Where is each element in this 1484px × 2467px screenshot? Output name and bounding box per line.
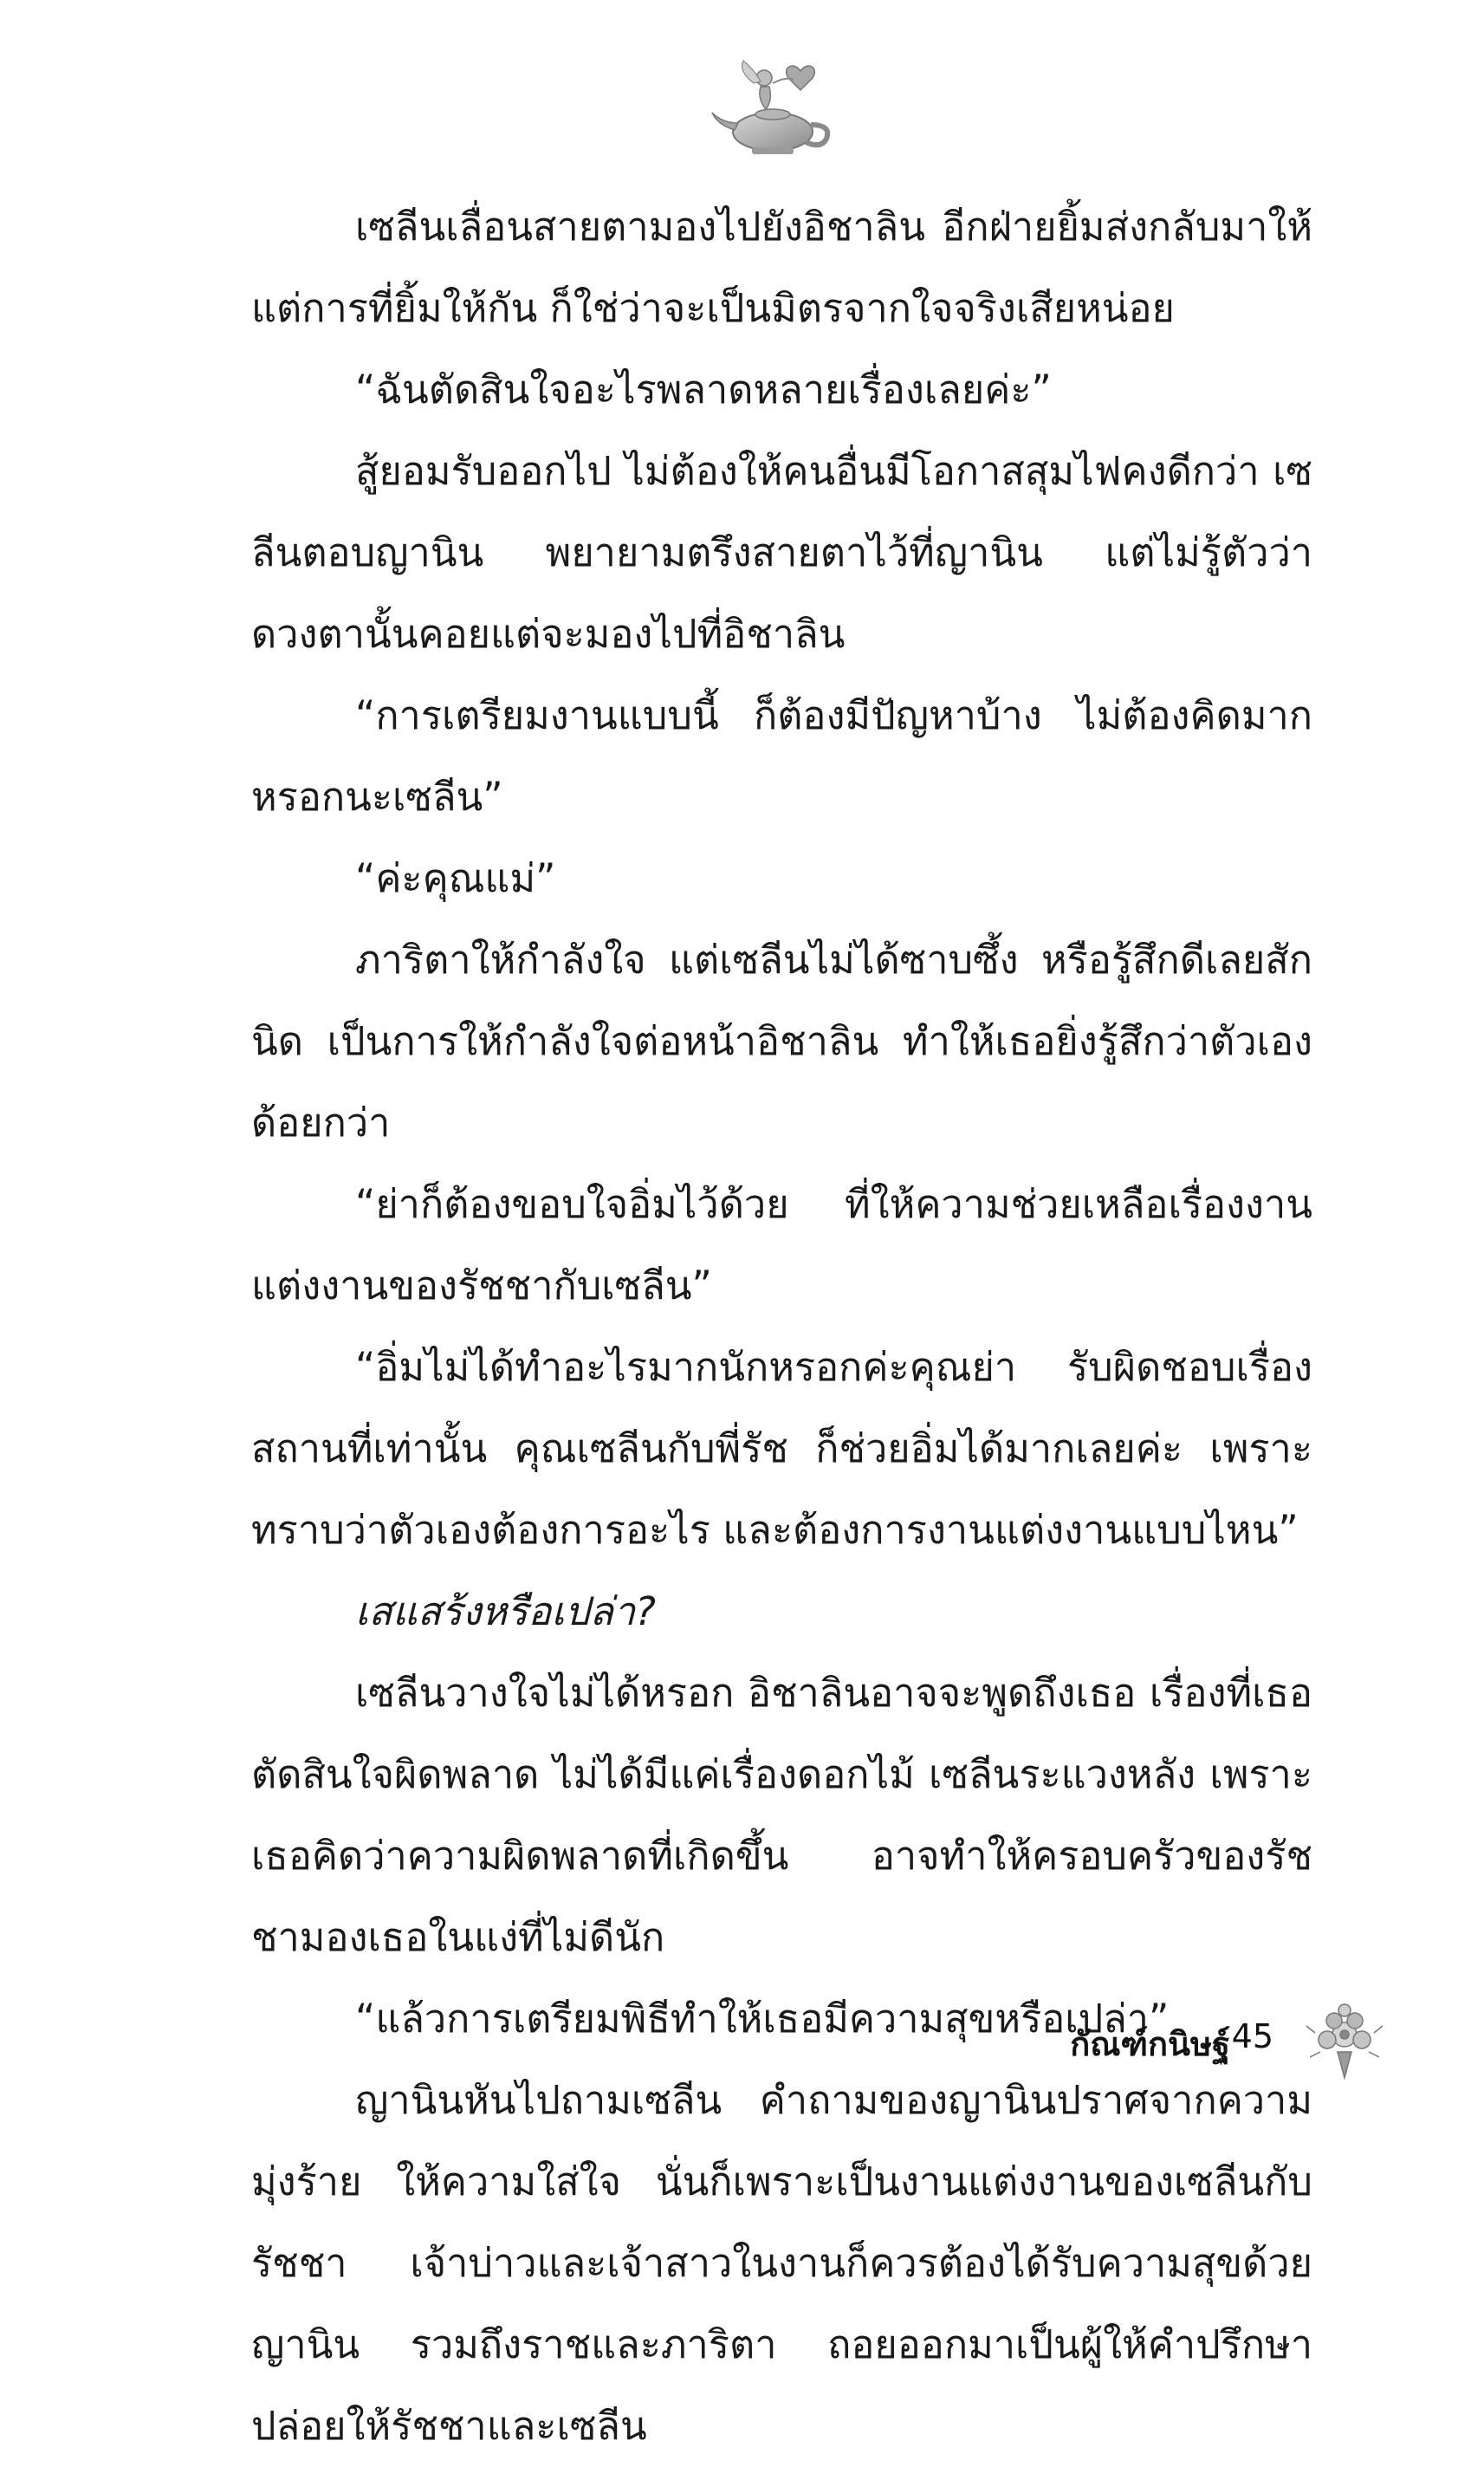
paragraph: สู้ยอมรับออกไป ไม่ต้องให้คนอื่นมีโอกาสสุมไฟคงดีกว่า เซลีนตอบญานิน พยายามตรึงสายตาไว้ที่ญานิน แต่ไม่รู้ตัวว่าดวงตานั้นคอยแต่จะมองไปที่อิชาลิน bbox=[251, 448, 1312, 657]
paragraph: เซลีนวางใจไม่ได้หรอก อิชาลินอาจจะพูดถึงเธอ เรื่องที่เธอตัดสินใจผิดพลาด ไม่ได้มีแค่เรื่องดอกไม้ เซลีนระแวงหลัง เพราะเธอคิดว่าความผิดพลาดที่เกิดขึ้น อาจทำให้ครอบครัวของรัชชามองเธอในแง่ที่ไม่ดีนัก bbox=[251, 1670, 1312, 1960]
page-number: 45 bbox=[1231, 2017, 1273, 2055]
paragraph: ญานินหันไปถามเซลีน คำถามของญานินปราศจากความมุ่งร้าย ให้ความใส่ใจ นั่นก็เพราะเป็นงานแต่งงานของเซลีนกับรัชชา เจ้าบ่าวและเจ้าสาวในงานก็ควรต้องได้รับความสุขด้วย ญานิน รวมถึงราชและภาริตา ถอยออกมาเป็นผู้ให้คำปรึกษา ปล่อยให้รัชชาและเซลีน bbox=[251, 2077, 1312, 2449]
paragraph: “ฉันตัดสินใจอะไรพลาดหลายเรื่องเลยค่ะ” bbox=[355, 367, 1052, 412]
body-text bbox=[251, 186, 1312, 2467]
paragraph: เซลีนเลื่อนสายตามองไปยังอิชาลิน อีกฝ่ายยิ้มส่งกลับมาให้ แต่การที่ยิ้มให้กัน ก็ใช่ว่าจะเป็นมิตรจากใจจริงเสียหน่อย bbox=[251, 204, 1312, 331]
paragraph: “ค่ะคุณแม่” bbox=[355, 855, 556, 901]
cupid-teapot-ornament-icon bbox=[703, 45, 842, 166]
book-title: กัณฑ์กนิษฐ์ bbox=[1070, 2025, 1230, 2063]
paragraph: “แล้วการเตรียมพิธีทำให้เธอมีความสุขหรือเปล่า” bbox=[355, 1996, 1170, 2042]
paragraph: “ย่าก็ต้องขอบใจอิ่มไว้ด้วย ที่ให้ความช่วยเหลือเรื่องงานแต่งงานของรัชชากับเซลีน” bbox=[251, 1181, 1312, 1308]
paragraph: “อิ่มไม่ได้ทำอะไรมากนักหรอกค่ะคุณย่า รับผิดชอบเรื่องสถานที่เท่านั้น คุณเซลีนกับพี่รัช ก็ช่วยอิ่มได้มากเลยค่ะ เพราะทราบว่าตัวเองต้องการอะไร และต้องการงานแต่งงานแบบไหน” bbox=[251, 1344, 1312, 1553]
paragraph: “การเตรียมงานแบบนี้ ก็ต้องมีปัญหาบ้าง ไม่ต้องคิดมากหรอกนะเซลีน” bbox=[251, 692, 1312, 820]
flower-bouquet-ornament-icon bbox=[1303, 2000, 1386, 2083]
page-footer bbox=[996, 1993, 1412, 2088]
paragraph: ภาริตาให้กำลังใจ แต่เซลีนไม่ได้ซาบซึ้ง หรือรู้สึกดีเลยสักนิด เป็นการให้กำลังใจต่อหน้าอิชาลิน ทำให้เธอยิ่งรู้สึกว่าตัวเองด้อยกว่า bbox=[251, 937, 1312, 1146]
paragraph-italic: เสแสร้งหรือเปล่า? bbox=[355, 1588, 656, 1634]
